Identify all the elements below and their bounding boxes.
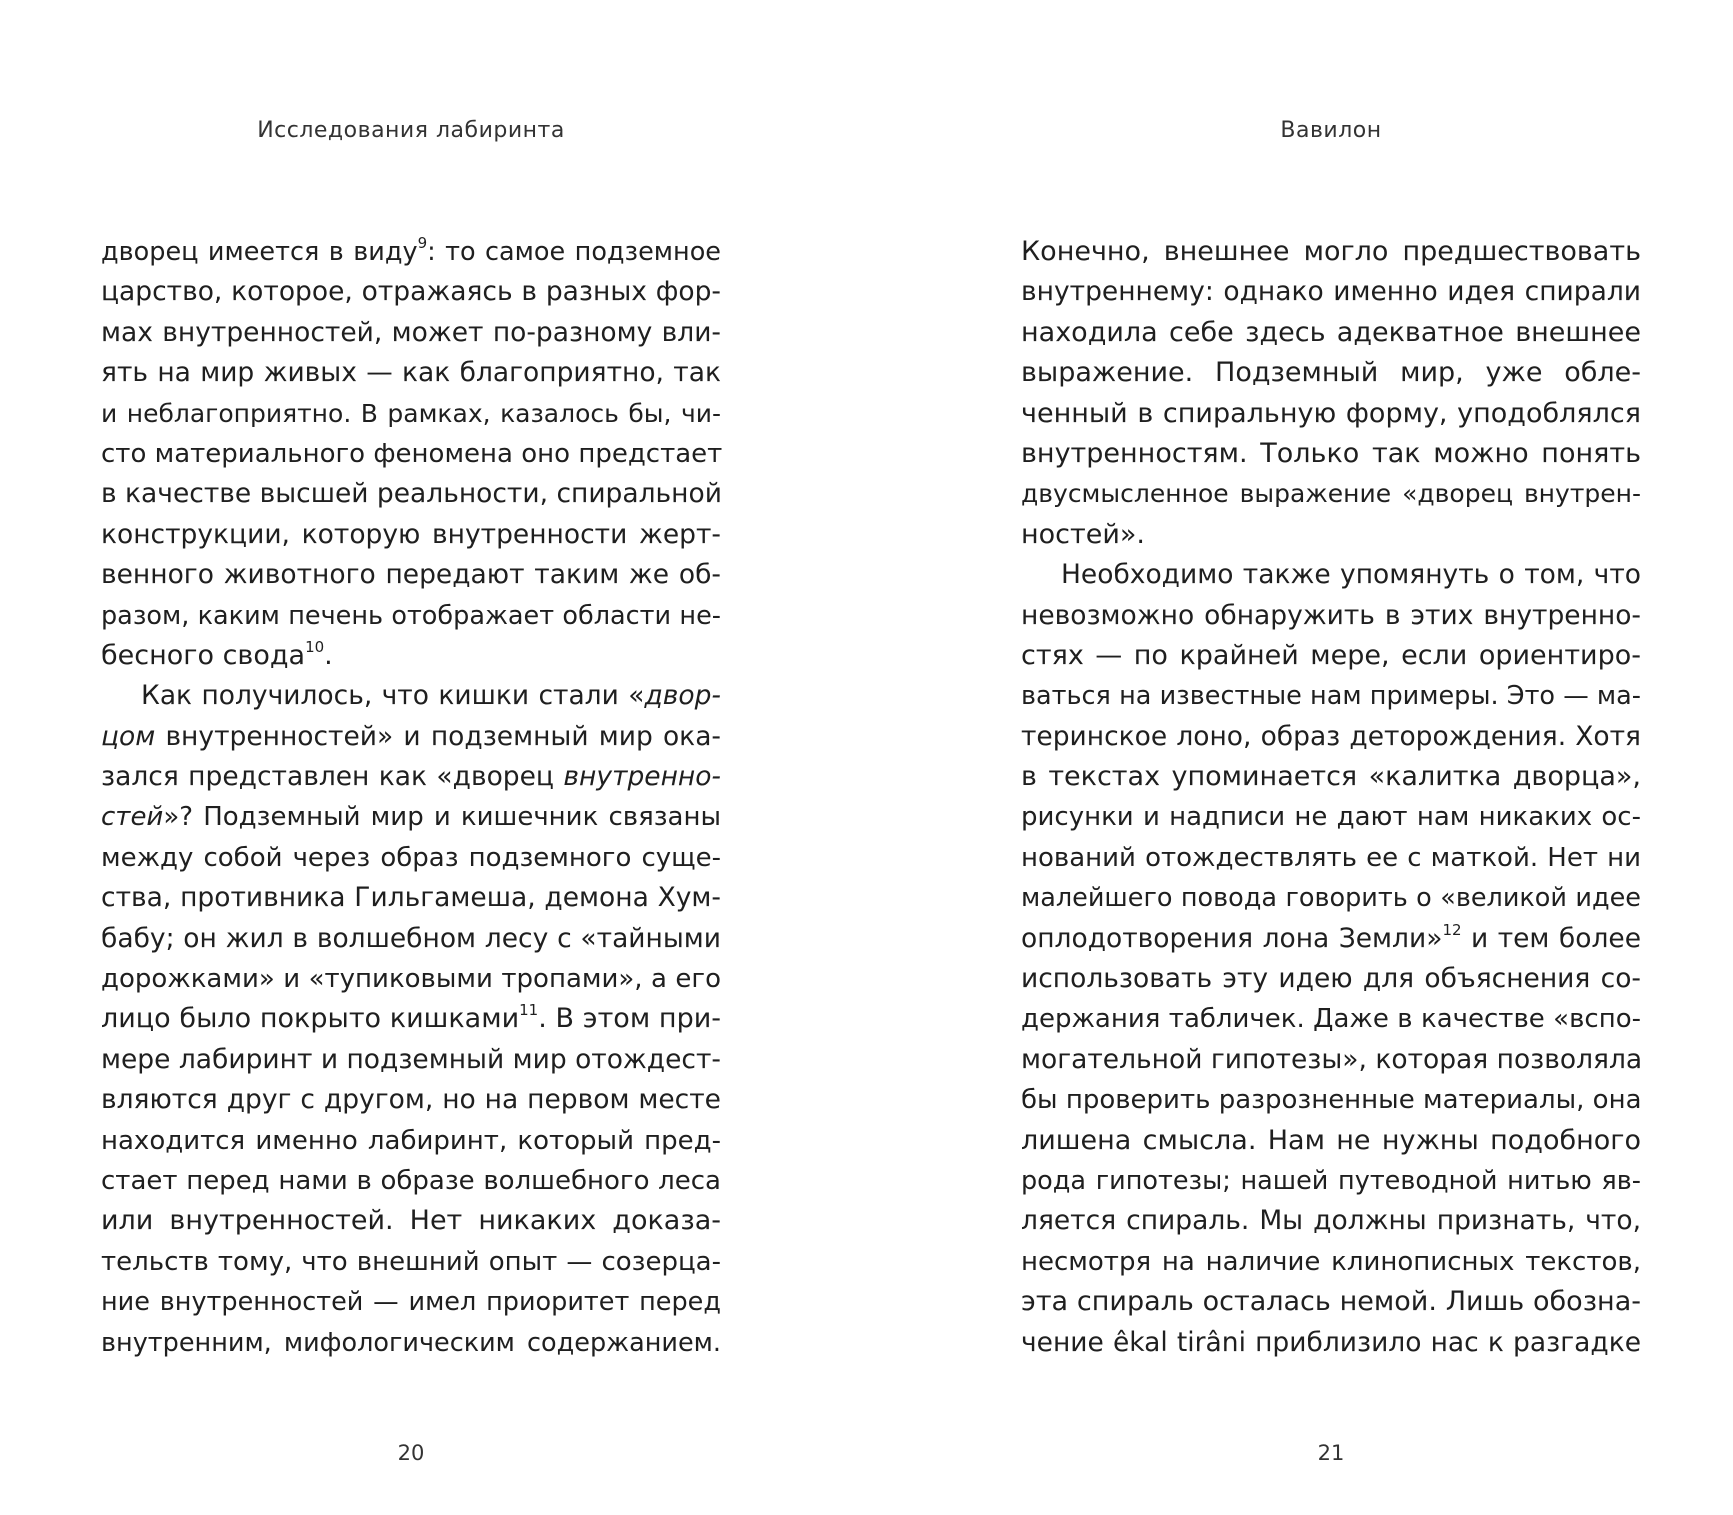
text-line: эта спираль осталась немой. Лишь обозна- [1021,1286,1641,1318]
text-line: ляется спираль. Мы должны признать, что, [1021,1205,1641,1237]
right-page [1021,0,1641,1515]
left-page-text [101,232,721,1363]
text-line: зался представлен как «дворец внутренно- [101,761,721,793]
text-line: двусмысленное выражение «дворец внутрен- [1021,479,1641,509]
text-line: разом, каким печень отображает области не- [101,600,721,631]
text-line: внутреннему: однако именно идея спирали [1021,276,1641,308]
text-line: Как получилось, что кишки стали «двор- [141,680,721,712]
text-line: могательной гипотезы», которая позволяла [1021,1043,1643,1075]
text-line: малейшего повода говорить о «великой идее [1021,883,1641,914]
text-line: чение êkal tirâni приблизило нас к разгадке [1021,1326,1641,1358]
text-line: Необходимо также упомянуть о том, что [1061,559,1641,591]
text-line: находится именно лабиринт, который пред- [101,1125,721,1156]
text-line: стей»? Подземный мир и кишечник связаны [101,802,721,833]
running-head-left: Исследования лабиринта [257,118,565,143]
text-line: тельств тому, что внешний опыт — созерца- [101,1246,721,1277]
text-line: дворец имеется в виду$^9$: то самое подземное [101,234,721,267]
text-line: теринское лоно, образ деторождения. Хотя [1021,720,1641,752]
text-line: и неблагоприятно. В рамках, казалось бы, чи- [101,398,721,428]
text-line: несмотря на наличие клинописных текстов, [1021,1246,1641,1277]
left-page [101,0,721,1515]
text-line: внутренним, мифологическим содержанием. [101,1327,721,1358]
footnote-ref: 12 [1442,920,1462,939]
text-line: ваться на известные нам примеры. Это — ма- [1021,681,1641,712]
right-page-text [1021,232,1641,1363]
page-number-left: 20 [397,1441,425,1465]
text-line: бабу; он жил в волшебном лесу с «тайными [101,922,721,954]
text-line: вляются друг с другом, но на первом месте [101,1084,721,1116]
text-line: мере лабиринт и подземный мир отождест- [101,1043,721,1075]
text-line: или внутренностей. Нет никаких доказа- [101,1205,721,1237]
text-line: ностей». [1021,518,1146,550]
text-line: бесного свода$^{10}$. [101,637,333,671]
text-line: рода гипотезы; нашей путеводной нитью яв- [1021,1165,1641,1196]
text-line: ние внутренностей — имел приоритет перед [101,1287,721,1318]
text-line: мах внутренностей, может по-разному вли- [101,316,721,348]
footnote-ref: 10 [305,637,325,656]
text-line: держания табличек. Даже в качестве «вспо- [1021,1004,1641,1035]
text-line: в качестве высшей реальности, спиральной [101,478,722,510]
text-line: выражение. Подземный мир, уже обле- [1021,357,1641,389]
text-line: венного животного передают таким же об- [101,559,721,591]
text-line: ять на мир живых — как благоприятно, так [101,357,721,389]
text-line: ченный в спиральную форму, уподоблялся [1021,397,1641,429]
text-line: невозможно обнаружить в этих внутренно- [1021,599,1641,631]
text-line: стях — по крайней мере, если ориентиро- [1021,639,1641,671]
text-line: между собой через образ подземного суще- [101,842,721,873]
text-line: бы проверить разрозненные материалы, она [1021,1085,1642,1116]
text-line: нований отождествлять ее с маткой. Нет ни [1021,842,1641,873]
text-line: лишена смысла. Нам не нужны подобного [1021,1124,1641,1156]
text-line: Конечно, внешнее могло предшествовать [1021,236,1641,267]
text-line: оплодотворения лона Земли»$^{12}$ и тем более [1021,920,1641,954]
page-number-right: 21 [1317,1441,1345,1465]
text-line: царство, которое, отражаясь в разных фор- [101,276,721,308]
text-line: сто материального феномена оно предстает [101,438,723,469]
text-line: лицо было покрыто кишками$^{11}$. В этом при- [101,1001,721,1035]
footnote-ref: 11 [519,1001,539,1020]
text-line: дорожками» и «тупиковыми тропами», а его [101,964,721,995]
text-line: находила себе здесь адекватное внешнее [1021,316,1641,348]
text-line: использовать эту идею для объяснения со- [1021,963,1641,995]
running-head-right: Вавилон [1280,118,1382,143]
text-line: конструкции, которую внутренности жерт- [101,518,721,550]
text-line: стает перед нами в образе волшебного леса [101,1165,721,1196]
text-line: цом внутренностей» и подземный мир ока- [101,720,721,752]
text-line: в текстах упоминается «калитка дворца», [1021,761,1641,793]
text-line: рисунки и надписи не дают нам никаких ос- [1021,802,1641,833]
footnote-ref: 9 [417,234,428,252]
text-line: внутренностям. Только так можно понять [1021,437,1641,469]
text-line: ства, противника Гильгамеша, демона Хум- [101,882,721,914]
